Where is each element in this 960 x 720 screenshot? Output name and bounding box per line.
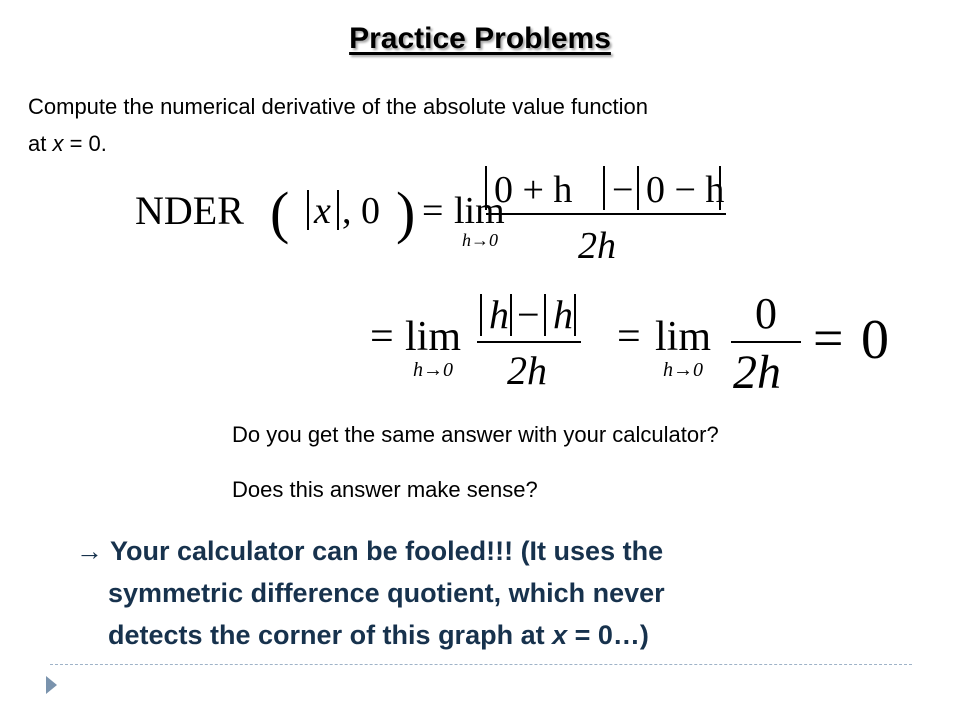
footer-divider bbox=[50, 664, 912, 665]
equation-line-1 bbox=[130, 160, 750, 270]
lim-sub-2: h→0 bbox=[413, 359, 453, 381]
question-sense: Does this answer make sense? bbox=[232, 477, 538, 502]
lim-1: lim bbox=[454, 190, 505, 232]
denominator-3: 2h bbox=[733, 346, 781, 398]
problem-line-1: Compute the numerical derivative of the absolute value function bbox=[28, 94, 649, 119]
problem-line-2: at x = 0. bbox=[28, 131, 107, 156]
lim-sub-1: h→0 bbox=[462, 230, 498, 250]
numerator-h-b: h bbox=[553, 292, 573, 337]
callout-line-3: detects the corner of this graph at x = 0…) bbox=[108, 620, 649, 650]
problem-statement bbox=[28, 88, 943, 162]
numerator-h-a: h bbox=[489, 292, 509, 337]
svg-text:): ) bbox=[396, 180, 416, 245]
svg-text:=: = bbox=[813, 308, 844, 368]
lim-2: lim bbox=[405, 314, 462, 360]
nder-label: NDER bbox=[135, 188, 244, 233]
svg-text:(: ( bbox=[270, 180, 290, 245]
callout-note bbox=[76, 530, 896, 656]
result-zero: 0 bbox=[861, 309, 889, 371]
numerator-zero: 0 bbox=[755, 289, 777, 338]
page-title: Practice Problems bbox=[349, 22, 611, 55]
lim-sub-3: h→0 bbox=[663, 359, 703, 381]
right-arrow-icon: → bbox=[76, 536, 103, 566]
svg-text:=: = bbox=[422, 190, 444, 232]
triangle-bullet-icon bbox=[46, 676, 57, 694]
svg-text:−: − bbox=[517, 292, 540, 337]
svg-text:=: = bbox=[370, 314, 394, 360]
svg-text:=: = bbox=[617, 314, 641, 360]
equation-line-2 bbox=[365, 278, 905, 398]
callout-line-1: → Your calculator can be fooled!!! (It uses the bbox=[76, 536, 664, 566]
question-calculator: Do you get the same answer with your calculator? bbox=[232, 422, 719, 447]
numerator-left-abs: 0 + h bbox=[494, 169, 573, 211]
denominator-1: 2h bbox=[578, 225, 616, 267]
abs-x: x bbox=[314, 190, 331, 232]
nder-args-zero: , 0 bbox=[342, 190, 380, 232]
callout-line-2: symmetric difference quotient, which never bbox=[108, 578, 665, 608]
lim-3: lim bbox=[655, 314, 712, 360]
svg-text:−: − bbox=[612, 169, 634, 211]
denominator-2: 2h bbox=[507, 348, 547, 393]
numerator-right-abs: 0 − h bbox=[646, 169, 725, 211]
